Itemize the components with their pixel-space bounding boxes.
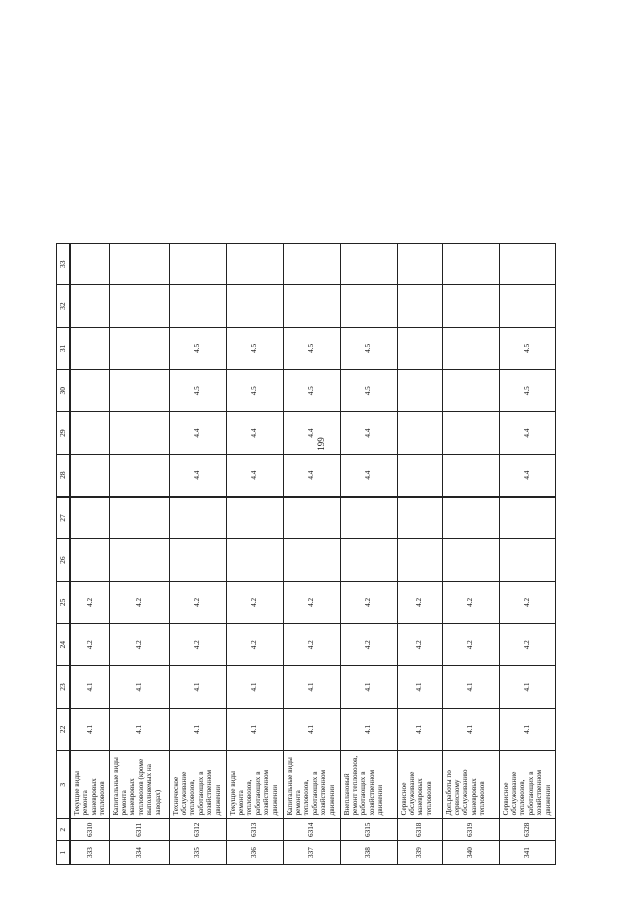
value-cell: 4.2 [283, 581, 340, 623]
value-cell: 4.1 [340, 666, 397, 708]
data-table [56, 243, 556, 865]
row-code: 6328 [499, 819, 555, 841]
header-row [57, 244, 71, 865]
table-row [226, 244, 283, 865]
value-cell: 4.5 [169, 327, 226, 369]
row-number: 341 [499, 841, 555, 865]
value-cell: 4.5 [340, 370, 397, 412]
value-cell [442, 454, 499, 496]
row-name: Капитальные виды ремонта маневровых тепловозов (кроме выполняемых на заводах) [109, 751, 169, 819]
value-cell [499, 285, 555, 327]
value-cell: 4.1 [109, 708, 169, 750]
value-cell [169, 244, 226, 285]
value-cell: 4.5 [283, 370, 340, 412]
value-cell [397, 539, 442, 581]
row-number: 336 [226, 841, 283, 865]
row-code: 6313 [226, 819, 283, 841]
value-cell: 4.2 [283, 624, 340, 666]
row-number: 338 [340, 841, 397, 865]
value-cell [340, 539, 397, 581]
header-cell: 30 [57, 370, 71, 412]
value-cell: 4.5 [499, 370, 555, 412]
value-cell: 4.1 [283, 666, 340, 708]
header-cell: 1 [57, 841, 71, 865]
value-cell: 4.4 [340, 454, 397, 496]
value-cell: 4.1 [283, 708, 340, 750]
value-cell: 4.4 [226, 412, 283, 454]
row-name: Сервисное обслуживание тепловозов, работающих в хозяйственном движении [499, 751, 555, 819]
value-cell: 4.1 [340, 708, 397, 750]
value-cell [397, 412, 442, 454]
table-row [397, 244, 442, 865]
value-cell: 4.1 [499, 666, 555, 708]
value-cell: 4.4 [499, 412, 555, 454]
value-cell [397, 497, 442, 539]
value-cell [70, 327, 109, 369]
value-cell: 4.1 [397, 666, 442, 708]
value-cell [283, 244, 340, 285]
page-number: 199 [316, 437, 326, 451]
value-cell: 4.4 [169, 412, 226, 454]
value-cell [283, 497, 340, 539]
value-cell: 4.1 [397, 708, 442, 750]
header-cell: 29 [57, 412, 71, 454]
value-cell: 4.2 [169, 624, 226, 666]
value-cell [499, 244, 555, 285]
value-cell [499, 497, 555, 539]
row-name: Внеплановый ремонт тепловозов, работающих в хозяйственном движении [340, 751, 397, 819]
value-cell: 4.4 [283, 412, 340, 454]
value-cell: 4.2 [169, 581, 226, 623]
row-number: 337 [283, 841, 340, 865]
header-cell: 22 [57, 708, 71, 750]
table-row [340, 244, 397, 865]
header-cell: 2 [57, 819, 71, 841]
value-cell: 4.1 [70, 666, 109, 708]
value-cell: 4.5 [169, 370, 226, 412]
value-cell: 4.2 [397, 624, 442, 666]
value-cell: 4.2 [340, 624, 397, 666]
value-cell [109, 539, 169, 581]
header-cell: 33 [57, 244, 71, 285]
value-cell [340, 497, 397, 539]
header-cell: 31 [57, 327, 71, 369]
value-cell [226, 285, 283, 327]
value-cell [109, 412, 169, 454]
value-cell: 4.2 [340, 581, 397, 623]
value-cell [283, 539, 340, 581]
value-cell [340, 285, 397, 327]
value-cell: 4.2 [499, 624, 555, 666]
value-cell: 4.4 [340, 412, 397, 454]
value-cell [499, 539, 555, 581]
value-cell [109, 244, 169, 285]
value-cell: 4.2 [442, 624, 499, 666]
value-cell [169, 497, 226, 539]
value-cell [109, 454, 169, 496]
value-cell [283, 285, 340, 327]
value-cell [109, 497, 169, 539]
value-cell: 4.1 [169, 708, 226, 750]
header-cell: 3 [57, 751, 71, 819]
value-cell [442, 327, 499, 369]
row-name: Текущие виды ремонта маневровых тепловозов [70, 751, 109, 819]
table-row [70, 244, 109, 865]
row-number: 339 [397, 841, 442, 865]
rotated-table-container [56, 243, 581, 865]
value-cell: 4.2 [109, 624, 169, 666]
value-cell: 4.2 [70, 581, 109, 623]
header-cell: 23 [57, 666, 71, 708]
value-cell [109, 327, 169, 369]
row-code: 6314 [283, 819, 340, 841]
value-cell [442, 370, 499, 412]
value-cell: 4.1 [442, 708, 499, 750]
header-cell: 24 [57, 624, 71, 666]
value-cell: 4.1 [70, 708, 109, 750]
value-cell: 4.2 [226, 581, 283, 623]
row-name: Техническое обслуживание тепловозов, работающих в хозяйственном движении [169, 751, 226, 819]
row-code: 6310 [70, 819, 109, 841]
row-name: Капитальные виды ремонта тепловозов, работающих в хозяйственном движении [283, 751, 340, 819]
table-row [109, 244, 169, 865]
value-cell: 4.4 [226, 454, 283, 496]
value-cell [226, 539, 283, 581]
table-row [442, 244, 499, 865]
value-cell: 4.5 [283, 327, 340, 369]
value-cell [226, 244, 283, 285]
value-cell: 4.1 [109, 666, 169, 708]
header-cell: 25 [57, 581, 71, 623]
row-number: 334 [109, 841, 169, 865]
value-cell [169, 285, 226, 327]
value-cell [70, 497, 109, 539]
value-cell [397, 327, 442, 369]
value-cell [109, 285, 169, 327]
value-cell: 4.1 [169, 666, 226, 708]
value-cell: 4.2 [442, 581, 499, 623]
value-cell: 4.4 [283, 454, 340, 496]
value-cell: 4.2 [109, 581, 169, 623]
value-cell [397, 244, 442, 285]
row-number: 335 [169, 841, 226, 865]
value-cell [109, 370, 169, 412]
value-cell [397, 285, 442, 327]
value-cell: 4.5 [340, 327, 397, 369]
row-number: 340 [442, 841, 499, 865]
header-cell: 26 [57, 539, 71, 581]
value-cell: 4.1 [226, 708, 283, 750]
value-cell [340, 244, 397, 285]
row-code: 6319 [442, 819, 499, 841]
value-cell [442, 497, 499, 539]
value-cell: 4.2 [397, 581, 442, 623]
value-cell [442, 285, 499, 327]
value-cell: 4.4 [169, 454, 226, 496]
value-cell: 4.2 [70, 624, 109, 666]
header-cell: 28 [57, 454, 71, 496]
row-name: Сервисное обслуживание маневровых тепловозов [397, 751, 442, 819]
table-row [169, 244, 226, 865]
value-cell: 4.4 [499, 454, 555, 496]
value-cell: 4.5 [226, 327, 283, 369]
value-cell: 4.5 [499, 327, 555, 369]
value-cell [70, 412, 109, 454]
row-code: 6315 [340, 819, 397, 841]
value-cell [70, 539, 109, 581]
value-cell [169, 539, 226, 581]
row-name: Текущие виды ремонта тепловозов, работающих в хозяйственном движении [226, 751, 283, 819]
value-cell: 4.2 [226, 624, 283, 666]
header-cell: 27 [57, 497, 71, 539]
value-cell [397, 454, 442, 496]
row-code: 6311 [109, 819, 169, 841]
value-cell [442, 244, 499, 285]
row-code: 6318 [397, 819, 442, 841]
row-name: Доп.работы по сервисному обслуживанию маневровых тепловозов [442, 751, 499, 819]
table-row [283, 244, 340, 865]
value-cell: 4.1 [499, 708, 555, 750]
row-code: 6312 [169, 819, 226, 841]
value-cell: 4.1 [226, 666, 283, 708]
row-number: 333 [70, 841, 109, 865]
value-cell [70, 244, 109, 285]
value-cell: 4.5 [226, 370, 283, 412]
header-cell: 32 [57, 285, 71, 327]
value-cell [70, 285, 109, 327]
value-cell [397, 370, 442, 412]
value-cell [442, 539, 499, 581]
value-cell: 4.2 [499, 581, 555, 623]
value-cell [70, 454, 109, 496]
value-cell: 4.1 [442, 666, 499, 708]
value-cell [442, 412, 499, 454]
value-cell [70, 370, 109, 412]
value-cell [226, 497, 283, 539]
table-row [499, 244, 555, 865]
